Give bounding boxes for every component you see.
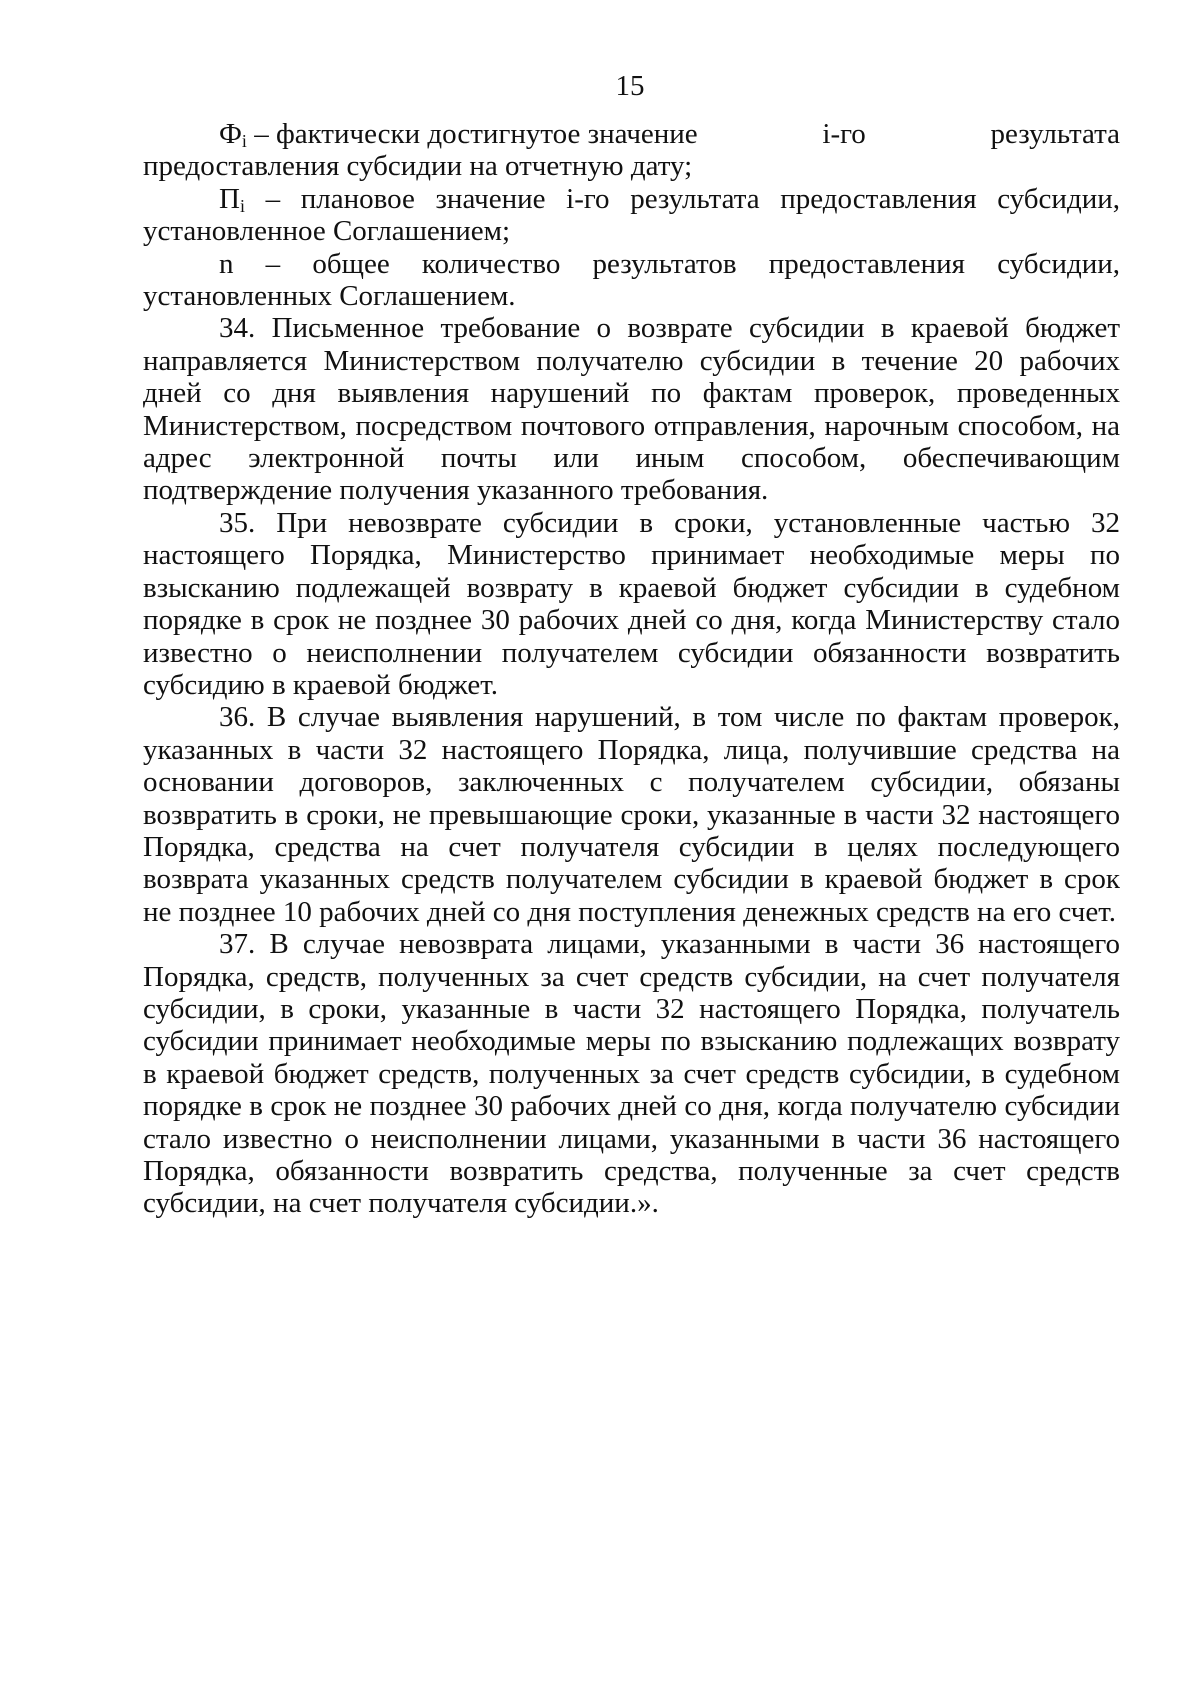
definition-fi-mid: i-го bbox=[822, 118, 866, 150]
definition-fi-subscript: i bbox=[241, 131, 247, 151]
page-number: 15 bbox=[615, 70, 645, 102]
definition-pi-text: – плановое значение i-го результата предоставления субсидии, bbox=[244, 182, 1120, 215]
paragraph-34: 34. Письменное требование о возврате субсидии в краевой бюджет направляется Министерством получателю субсидии в течение 20 рабочих дней со дня выявления нарушений по фактам проверок, проведенных Министерством, посредством почтового отправления, нарочным способом, на адрес электронной почты или иным способом, обеспечивающим подтверждение получения указанного требования. bbox=[143, 312, 1120, 507]
paragraph-35: 35. При невозврате субсидии в сроки, установленные частью 32 настоящего Порядка, Министерство принимает необходимые меры по взысканию подлежащей возврату в краевой бюджет субсидии в судебном порядке в срок не позднее 30 рабочих дней со дня, когда Министерству стало известно о неисполнении получателем субсидии обязанности возвратить субсидию в краевой бюджет. bbox=[143, 506, 1120, 701]
definition-fi bbox=[143, 118, 1120, 183]
document-body bbox=[143, 118, 1120, 1220]
definition-n-line-1 bbox=[143, 248, 1120, 280]
definition-fi-line-1 bbox=[143, 118, 1120, 150]
definition-fi-lead bbox=[219, 118, 698, 150]
definition-fi-end: результата bbox=[990, 118, 1120, 150]
definition-fi-text: – фактически достигнутое значение bbox=[246, 118, 698, 150]
definition-pi bbox=[143, 183, 1120, 248]
definition-n-symbol: n bbox=[219, 247, 234, 280]
definition-fi-line-2: предоставления субсидии на отчетную дату; bbox=[143, 150, 693, 183]
definition-n bbox=[143, 248, 1120, 313]
paragraph-37: 37. В случае невозврата лицами, указанными в части 36 настоящего Порядка, средств, полученных за счет средств субсидии, на счет получателя субсидии, в сроки, указанные в части 32 настоящего Порядка, получатель субсидии принимает необходимые меры по взысканию подлежащих возврату в краевой бюджет средств, полученных за счет средств субсидии, в судебном порядке в срок не позднее 30 рабочих дней со дня, когда получателю субсидии стало известно о неисполнении лицами, указанными в части 36 настоящего Порядка, обязанности возвратить средства, полученные за счет средств субсидии, на счет получателя субсидии.». bbox=[143, 928, 1120, 1220]
definition-fi-symbol: Ф bbox=[219, 118, 242, 150]
definition-pi-symbol: П bbox=[219, 182, 240, 215]
definition-pi-subscript: i bbox=[239, 195, 245, 216]
definition-pi-line-2: установленное Соглашением; bbox=[143, 215, 511, 248]
definition-n-text: – общее количество результатов предоставления субсидии, bbox=[233, 247, 1120, 280]
definition-pi-line-1 bbox=[143, 183, 1120, 215]
definition-n-line-2: установленных Соглашением. bbox=[143, 280, 516, 313]
paragraph-36: 36. В случае выявления нарушений, в том числе по фактам проверок, указанных в части 32 настоящего Порядка, лица, получившие средства на основании договоров, заключенных с получателем субсидии, обязаны возвратить в сроки, не превышающие сроки, указанные в части 32 настоящего Порядка, средства на счет получателя субсидии в целях последующего возврата указанных средств получателем субсидии в краевой бюджет в срок не позднее 10 рабочих дней со дня поступления денежных средств на его счет. bbox=[143, 701, 1120, 928]
